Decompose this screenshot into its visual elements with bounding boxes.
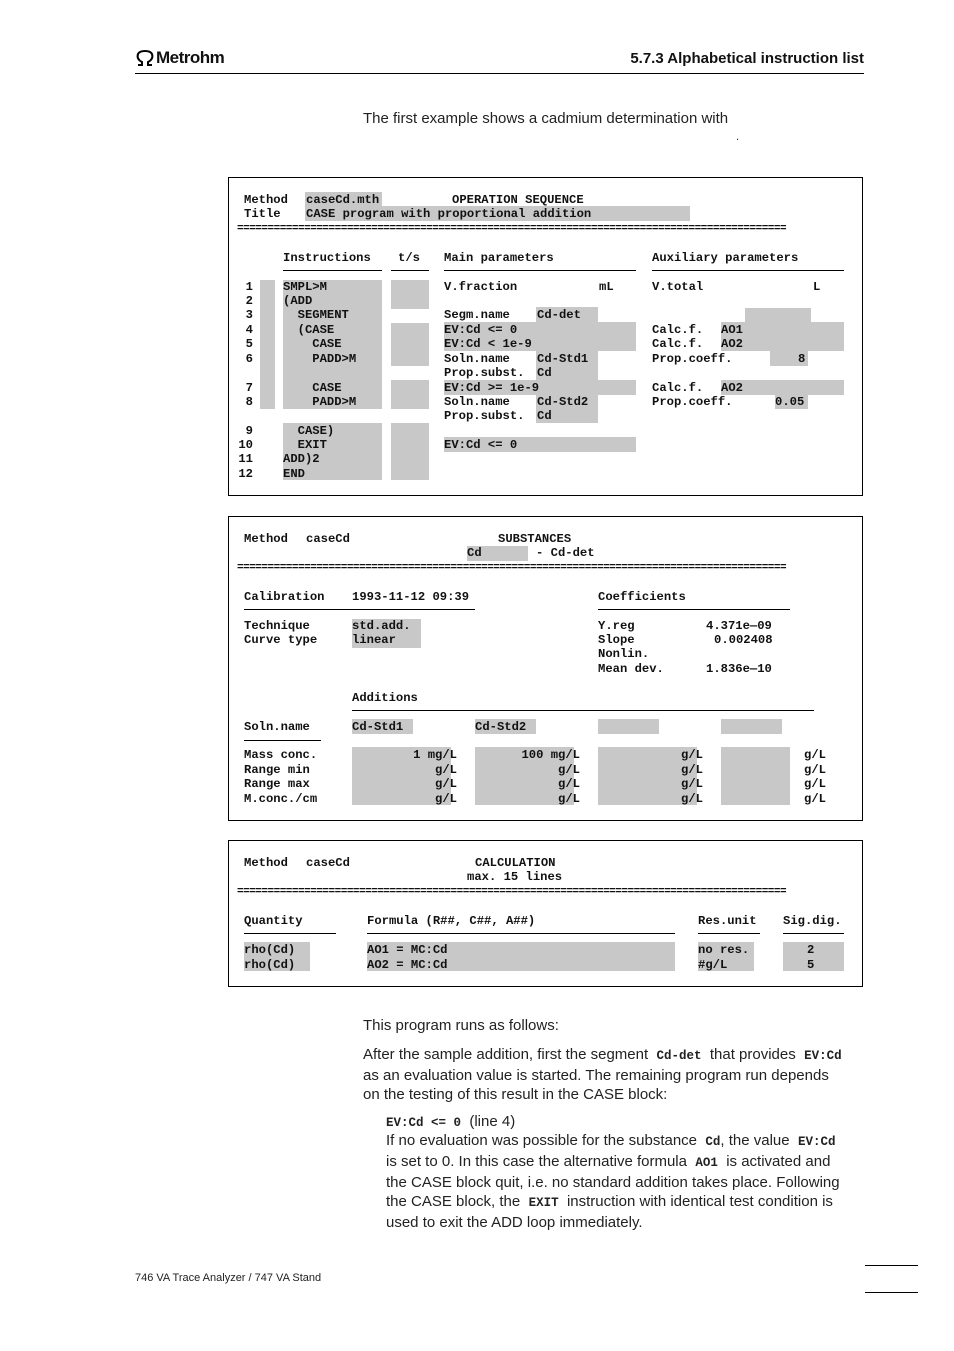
addition-value: g/L — [558, 777, 580, 791]
addition-value: g/L — [435, 777, 457, 791]
line-number: 4 — [245, 323, 253, 337]
instruction: CASE — [283, 381, 342, 395]
method-label: Method — [244, 856, 288, 870]
text: , the value — [720, 1132, 790, 1149]
mean-dev-label: Mean dev. — [598, 662, 664, 676]
std1-name: Cd-Std1 — [352, 720, 404, 734]
result-unit: no res. — [698, 943, 750, 957]
intro-dot: . — [736, 131, 740, 143]
line-number: 11 — [238, 452, 253, 466]
addition-value: g/L — [681, 791, 703, 806]
aux-param: Prop.coeff. — [652, 395, 733, 409]
std2-name: Cd-Std2 — [475, 720, 527, 734]
aux-value: AO2 — [721, 381, 743, 395]
col-sig-dig: Sig.dig. — [783, 914, 842, 928]
col-ts: t/s — [398, 251, 420, 265]
addition-value: g/L — [681, 762, 703, 777]
aux-value: AO2 — [721, 337, 743, 351]
technique-value: std.add. — [352, 619, 411, 633]
param: EV:Cd <= 0 — [444, 438, 518, 452]
aux-value: 8 — [798, 352, 806, 366]
substance: Cd — [467, 546, 482, 560]
result-unit: #g/L — [698, 957, 728, 972]
addition-row-label: Range min — [244, 762, 310, 777]
line-number: 7 — [245, 381, 253, 395]
metrohm-logo — [135, 47, 224, 69]
text: on the testing of this result in the CASE block: — [363, 1086, 668, 1103]
method-value: caseCd — [306, 532, 350, 546]
section-title: 5.7.3 Alphabetical instruction list — [630, 50, 864, 67]
instruction: PADD>M — [283, 395, 357, 409]
line-number: 8 — [245, 395, 253, 409]
instruction: SEGMENT — [283, 308, 349, 322]
addition-value: g/L — [804, 748, 826, 762]
text: the CASE block quit, i.e. no standard addition takes place. Following — [386, 1174, 840, 1191]
line-number: 1 — [245, 280, 253, 294]
condition-code: EV:Cd <= 0 — [386, 1116, 462, 1130]
omega-icon — [135, 49, 155, 67]
param: EV:Cd <= 0 — [444, 323, 518, 337]
method-label: Method — [244, 193, 288, 207]
addition-value: g/L — [681, 777, 703, 791]
addition-value: g/L — [558, 762, 580, 777]
line-number: 2 — [245, 294, 253, 308]
param: EV:Cd >= 1e-9 — [444, 381, 540, 395]
instruction: EXIT — [283, 438, 327, 452]
soln-name-label: Soln.name — [244, 720, 310, 734]
footer-text: 746 VA Trace Analyzer / 747 VA Stand — [135, 1272, 322, 1284]
param: Prop.subst. — [444, 409, 525, 423]
line-number: 5 — [245, 337, 253, 351]
addition-row-label: Mass conc. — [244, 748, 318, 762]
max-lines: max. 15 lines — [467, 870, 563, 884]
quantity: rho(Cd) — [244, 957, 296, 972]
yreg-value: 4.371e—09 — [706, 619, 772, 633]
paragraph-2 — [363, 1045, 863, 1104]
line-number: 3 — [245, 308, 253, 322]
inline-code: Cd-det — [656, 1049, 702, 1063]
aux-param: Calc.f. — [652, 381, 704, 395]
page-number-rule-bottom — [865, 1292, 918, 1293]
curve-type-label: Curve type — [244, 633, 318, 647]
param: Soln.name — [444, 395, 510, 409]
param-value: Cd-Std1 — [537, 352, 589, 366]
col-formula: Formula (R##, C##, A##) — [367, 914, 536, 928]
addition-value: g/L — [435, 791, 457, 806]
curve-type-value: linear — [352, 633, 396, 647]
addition-value: g/L — [558, 791, 580, 806]
panel-heading: SUBSTANCES — [498, 532, 572, 546]
intro-line: The first example shows a cadmium determination with — [363, 110, 729, 127]
slope-label: Slope — [598, 633, 635, 647]
method-label: Method — [244, 532, 288, 546]
formula: AO2 = MC:Cd — [367, 957, 448, 972]
instruction: (ADD — [283, 294, 313, 308]
text: After the sample addition, first the segment — [363, 1046, 649, 1063]
addition-row-label: M.conc./cm — [244, 791, 318, 806]
title-value: CASE program with proportional addition — [306, 207, 592, 221]
aux-param: Calc.f. — [652, 337, 704, 351]
aux-unit: L — [813, 280, 821, 294]
header-rule — [135, 73, 864, 74]
inline-code: AO1 — [695, 1156, 718, 1170]
addition-value: 1 mg/L — [413, 748, 457, 762]
formula: AO1 = MC:Cd — [367, 943, 448, 957]
aux-value: 0.05 — [775, 395, 805, 409]
paragraph-1: This program runs as follows: — [363, 1017, 559, 1034]
method-value: caseCd.mth — [306, 193, 380, 207]
addition-value: g/L — [804, 762, 826, 777]
text: instruction with identical test condition is — [566, 1193, 833, 1210]
addition-row-label: Range max — [244, 777, 310, 791]
addition-value: g/L — [804, 791, 826, 806]
technique-label: Technique — [244, 619, 310, 633]
addition-value: 100 mg/L — [521, 748, 580, 762]
text: used to exit the ADD loop immediately. — [386, 1214, 643, 1231]
separator: ========================================================================================== — [237, 887, 787, 897]
param-unit: mL — [599, 280, 614, 294]
col-main: Main parameters — [444, 251, 554, 265]
text: the CASE block, the — [386, 1193, 521, 1210]
slope-value: 0.002408 — [714, 633, 773, 647]
param: Segm.name — [444, 308, 510, 322]
param-value: Cd-Std2 — [537, 395, 589, 409]
substances-panel — [228, 516, 863, 821]
nonlin-label: Nonlin. — [598, 647, 650, 661]
param: Soln.name — [444, 352, 510, 366]
inline-code: EV:Cd — [804, 1049, 842, 1063]
logo-text: Metrohm — [156, 48, 225, 67]
additions-label: Additions — [352, 691, 418, 705]
instruction: CASE — [283, 337, 342, 351]
instruction: CASE) — [283, 424, 335, 438]
condition-line — [386, 1112, 515, 1133]
text: as an evaluation value is started. The remaining program run depends — [363, 1067, 829, 1084]
line-number: 12 — [238, 467, 253, 481]
aux-param: Calc.f. — [652, 323, 704, 337]
param-value: Cd — [537, 409, 552, 423]
method-value: caseCd — [306, 856, 350, 870]
calculation-panel — [228, 840, 863, 987]
separator: ========================================================================================== — [237, 224, 787, 234]
col-instructions: Instructions — [283, 251, 371, 265]
addition-value: g/L — [435, 762, 457, 777]
paragraph-3 — [386, 1131, 861, 1232]
operation-sequence-panel — [228, 177, 863, 496]
instruction: (CASE — [283, 323, 335, 337]
title-label: Title — [244, 207, 281, 221]
panel-heading: CALCULATION — [475, 856, 556, 870]
significant-digits: 2 — [807, 943, 815, 957]
calibration-date: 1993-11-12 09:39 — [352, 590, 470, 604]
text: is set to 0. In this case the alternative formula — [386, 1153, 687, 1170]
param: Prop.subst. — [444, 366, 525, 380]
page-number-rule-top — [865, 1265, 918, 1266]
instruction: END — [283, 467, 305, 481]
coefficients-label: Coefficients — [598, 590, 686, 604]
panel-heading: OPERATION SEQUENCE — [452, 193, 584, 207]
aux-param: Prop.coeff. — [652, 352, 733, 366]
param-value: Cd — [537, 366, 552, 380]
text: that provides — [709, 1046, 796, 1063]
condition-note: (line 4) — [469, 1113, 516, 1130]
instruction: ADD)2 — [283, 452, 320, 466]
significant-digits: 5 — [807, 957, 815, 972]
line-number: 9 — [245, 424, 253, 438]
addition-value: g/L — [804, 777, 826, 791]
inline-code: Cd — [705, 1135, 721, 1149]
instruction: PADD>M — [283, 352, 357, 366]
aux-param: V.total — [652, 280, 704, 294]
param: V.fraction — [444, 280, 518, 294]
inline-code: EV:Cd — [797, 1135, 836, 1149]
col-res-unit: Res.unit — [698, 914, 757, 928]
text: is activated and — [726, 1153, 831, 1170]
addition-value: g/L — [681, 748, 703, 762]
substance-segment: - Cd-det — [536, 546, 595, 560]
inline-code: EXIT — [528, 1196, 559, 1210]
line-number: 6 — [245, 352, 253, 366]
instruction: SMPL>M — [283, 280, 327, 294]
col-quantity: Quantity — [244, 914, 303, 928]
calibration-label: Calibration — [244, 590, 325, 604]
quantity: rho(Cd) — [244, 943, 296, 957]
col-aux: Auxiliary parameters — [652, 251, 799, 265]
aux-value: AO1 — [721, 323, 743, 337]
param: EV:Cd < 1e-9 — [444, 337, 532, 351]
mean-dev-value: 1.836e—10 — [706, 662, 772, 676]
text: If no evaluation was possible for the substance — [386, 1132, 698, 1149]
line-number: 10 — [238, 438, 253, 452]
yreg-label: Y.reg — [598, 619, 635, 633]
param-value: Cd-det — [537, 308, 581, 322]
separator: ========================================================================================== — [237, 563, 787, 573]
